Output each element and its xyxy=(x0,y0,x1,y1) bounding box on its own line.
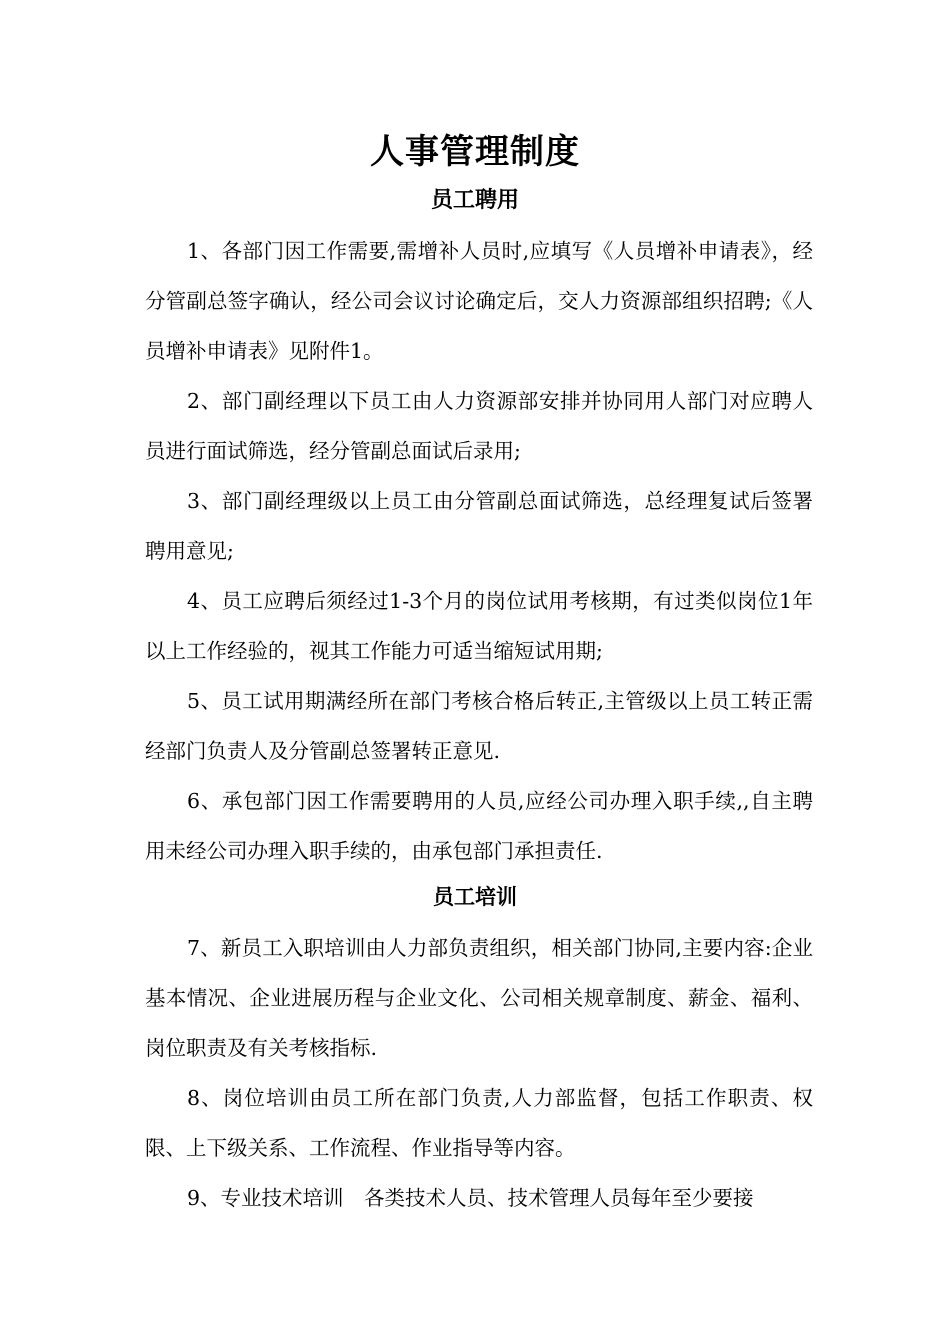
paragraph-5: 5、员工试用期满经所在部门考核合格后转正,主管级以上员工转正需经部门负责人及分管副总签署转正意见. xyxy=(145,689,813,763)
paragraph-7: 7、新员工入职培训由人力部负责组织，相关部门协同,主要内容:企业基本情况、企业进展历程与企业文化、公司相关规章制度、薪金、福利、岗位职责及有关考核指标. xyxy=(145,936,813,1060)
paragraph-8: 8、岗位培训由员工所在部门负责,人力部监督，包括工作职责、权限、上下级关系、工作流程、作业指导等内容。 xyxy=(145,1086,813,1160)
section-heading-training: 员工培训 xyxy=(433,884,517,909)
paragraph-3: 3、部门副经理级以上员工由分管副总面试筛选，总经理复试后签署聘用意见; xyxy=(145,489,813,563)
paragraph-2: 2、部门副经理以下员工由人力资源部安排并协同用人部门对应聘人员进行面试筛选，经分管副总面试后录用; xyxy=(145,389,813,463)
paragraph-1: 1、各部门因工作需要,需增补人员时,应填写《人员增补申请表》，经分管副总签字确认，经公司会议讨论确定后，交人力资源部组织招聘;《人员增补申请表》见附件1。 xyxy=(145,239,813,363)
paragraph-6: 6、承包部门因工作需要聘用的人员,应经公司办理入职手续,,自主聘用未经公司办理入职手续的，由承包部门承担责任. xyxy=(145,789,813,863)
paragraph-9: 9、专业技术培训 各类技术人员、技术管理人员每年至少要接 xyxy=(187,1186,754,1210)
section-heading-hiring: 员工聘用 xyxy=(430,187,519,213)
document-title: 人事管理制度 xyxy=(370,132,580,172)
paragraph-4: 4、员工应聘后须经过1-3个月的岗位试用考核期，有过类似岗位1年以上工作经验的，视其工作能力可适当缩短试用期; xyxy=(145,589,813,663)
